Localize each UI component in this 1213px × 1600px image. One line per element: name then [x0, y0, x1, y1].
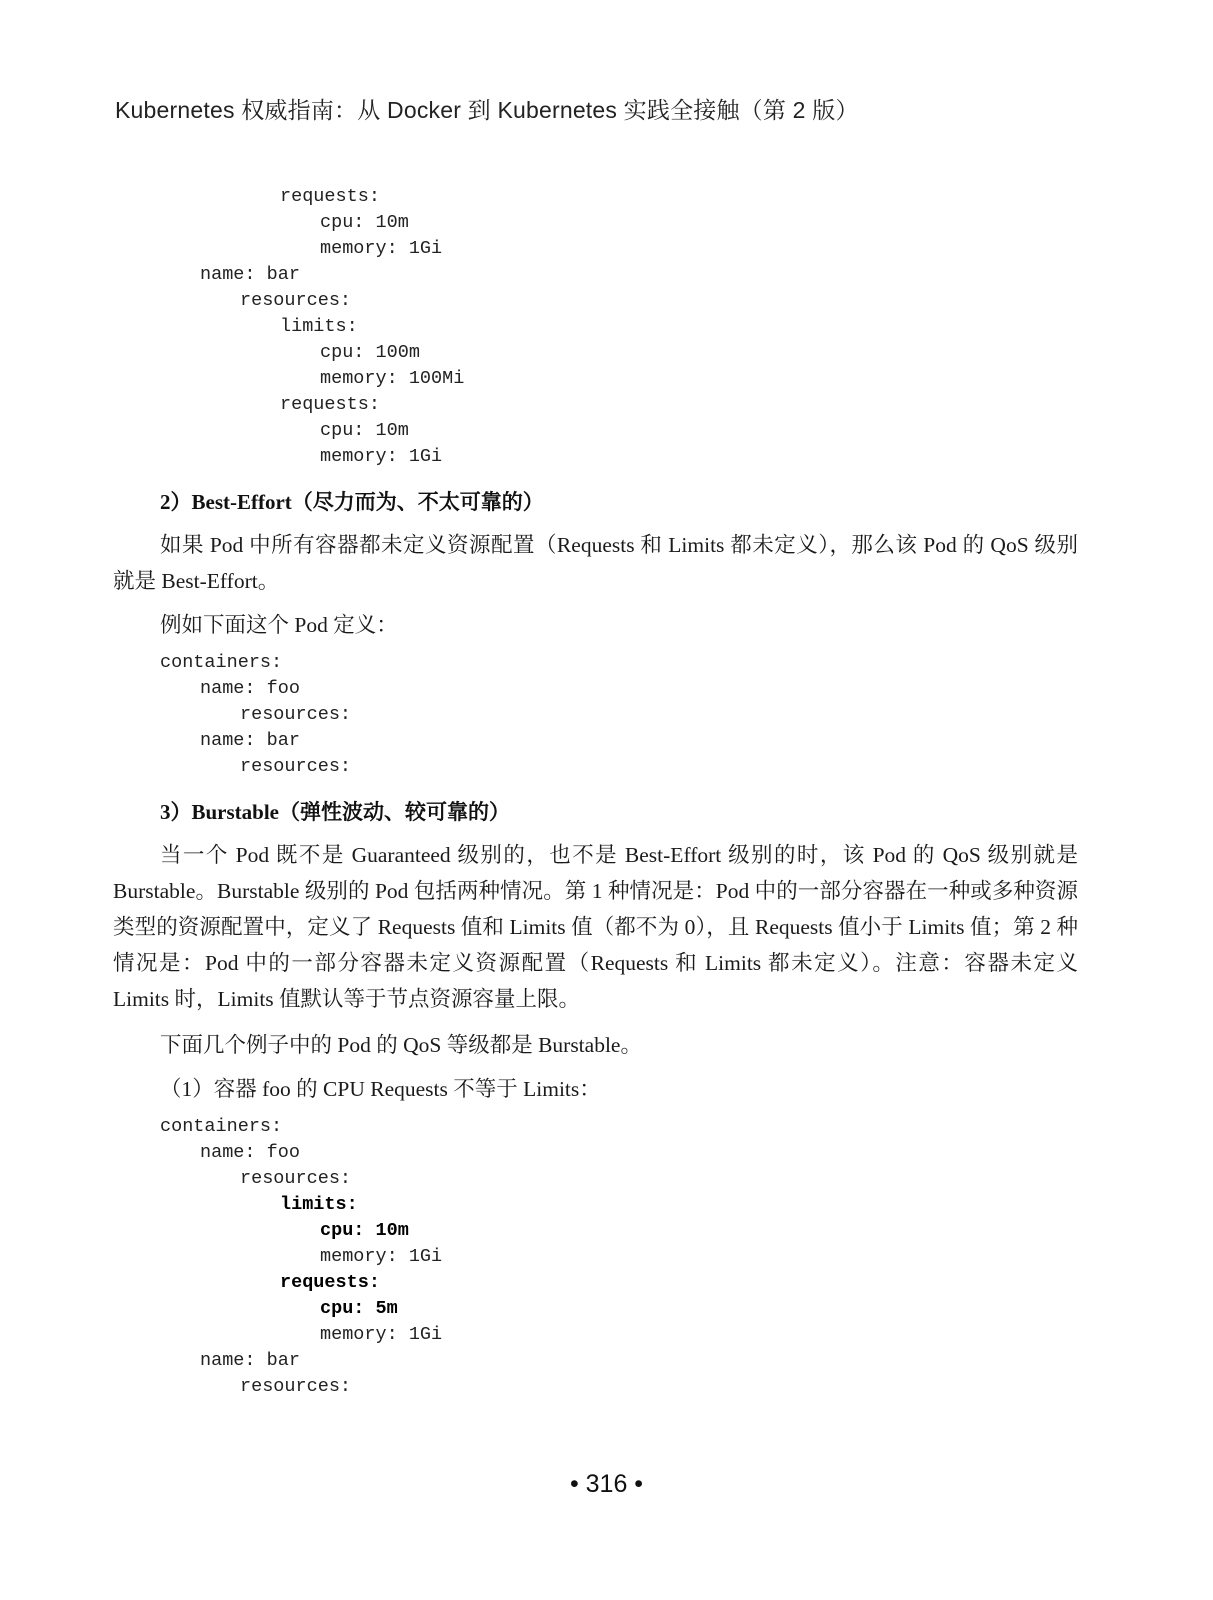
- code-line: resources:: [240, 1376, 352, 1397]
- code-line: cpu: 10m: [320, 1220, 409, 1241]
- code-line: memory: 1Gi: [320, 446, 443, 467]
- code-line: name: foo: [200, 1142, 300, 1163]
- paragraph-best-effort-definition: 如果 Pod 中所有容器都未定义资源配置（Requests 和 Limits 都未定义），那么该 Pod 的 QoS 级别就是 Best-Effort。: [113, 533, 1078, 593]
- running-header: Kubernetes 权威指南：从 Docker 到 Kubernetes 实践全接触（第 2 版）: [115, 97, 859, 123]
- paragraph-example-1: （1）容器 foo 的 CPU Requests 不等于 Limits：: [160, 1077, 601, 1101]
- code-line: resources:: [240, 290, 352, 311]
- code-line: cpu: 5m: [320, 1298, 398, 1319]
- code-line: resources:: [240, 704, 352, 725]
- code-line: name: bar: [200, 1350, 300, 1371]
- code-line: cpu: 10m: [320, 420, 409, 441]
- code-line: cpu: 100m: [320, 342, 420, 363]
- code-line: containers:: [160, 652, 283, 673]
- code-line: requests:: [280, 394, 380, 415]
- code-line: name: foo: [200, 678, 300, 699]
- code-line: name: bar: [200, 730, 300, 751]
- heading-best-effort: 2）Best-Effort（尽力而为、不太可靠的）: [160, 490, 544, 514]
- code-line: resources:: [240, 756, 352, 777]
- code-line: limits:: [280, 1194, 358, 1215]
- code-line: name: bar: [200, 264, 300, 285]
- code-line: limits:: [280, 316, 358, 337]
- code-line: memory: 1Gi: [320, 1246, 443, 1267]
- code-line: containers:: [160, 1116, 283, 1137]
- code-line: memory: 1Gi: [320, 238, 443, 259]
- paragraph-burstable-definition: 当一个 Pod 既不是 Guaranteed 级别的，也不是 Best-Effort 级别的时，该 Pod 的 QoS 级别就是 Burstable。Burstable 级别的 Pod 包括两种情况。第 1 种情况是：Pod 中的一部分容器在一种或多种资源类型的资源配置中，定义了 Requests 值和 Limits 值（都不为 0），且 Requests 值小于 Limits 值；第 2 种情况是：Pod 中的一部分容器未定义资源配置（Requests 和 Limits 都未定义）。注意：容器未定义 Limits 时，Limits 值默认等于节点资源容量上限。: [113, 843, 1078, 1011]
- code-line: memory: 1Gi: [320, 1324, 443, 1345]
- heading-burstable: 3）Burstable（弹性波动、较可靠的）: [160, 800, 511, 824]
- code-line: memory: 100Mi: [320, 368, 465, 389]
- code-line: cpu: 10m: [320, 212, 409, 233]
- page-number: • 316 •: [569, 1470, 644, 1498]
- code-line: requests:: [280, 186, 380, 207]
- code-line: requests:: [280, 1272, 380, 1293]
- paragraph-example-intro: 例如下面这个 Pod 定义：: [160, 613, 398, 637]
- code-line: resources:: [240, 1168, 352, 1189]
- paragraph-burstable-examples: 下面几个例子中的 Pod 的 QoS 等级都是 Burstable。: [160, 1033, 642, 1057]
